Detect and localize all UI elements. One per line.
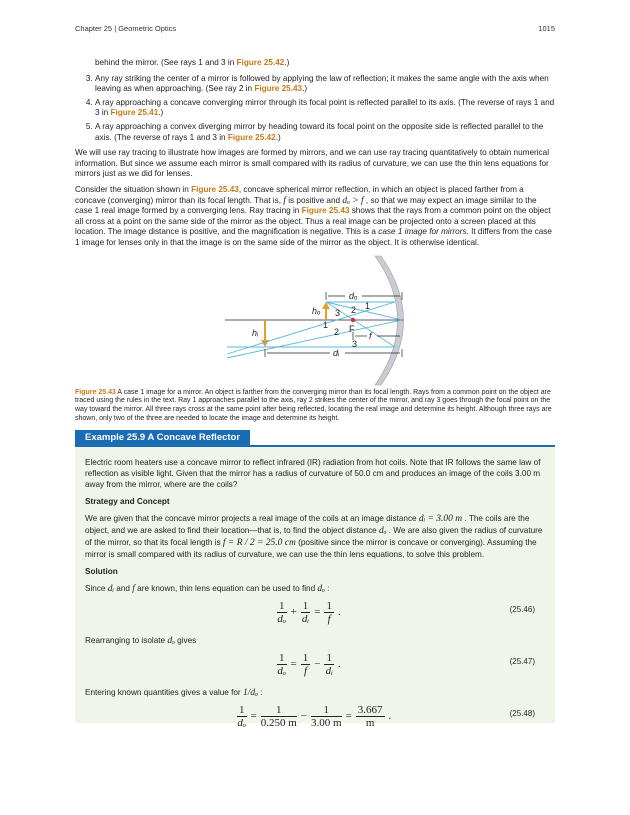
figure-link[interactable]: Figure 25.42 <box>227 132 276 142</box>
label-di: dᵢ <box>333 347 340 358</box>
label-ho: hₒ <box>312 305 321 316</box>
list-item: 5. A ray approaching a convex diverging mirror by heading toward its focal point on the opposite side is reflected parallel to the axis. (The reverse of rays 1 and 3 in Figure 25.42.) <box>95 122 555 143</box>
strategy-heading: Strategy and Concept <box>85 496 170 506</box>
figure-link[interactable]: Figure 25.41 <box>110 108 159 118</box>
figure-caption: Figure 25.43 A case 1 image for a mirror. An object is farther from the converging mirror than its focal length. Rays from a common point on the object are traced using the rules in the text. Ray 1 approaches parallel to the axis, ray 2 strikes the center of the mirror, and ray 3 goes through the focal point on the way toward the mirror. All three rays cross at the same point after being reflected, locating the real image and determine its height. Although three rays are shown, only two of the three are needed to locate the image and determine its height. <box>75 388 552 422</box>
example-header <box>75 430 555 447</box>
figure-25-43 <box>75 254 555 387</box>
label-ray-1b: 1 <box>323 319 329 330</box>
figure-link[interactable]: Figure 25.43 <box>301 206 350 216</box>
case-term: case 1 image for mirrors <box>378 227 467 237</box>
equation-number: (25.46) <box>509 604 535 614</box>
math-f: f <box>283 195 286 206</box>
equation-25-47: $\frac{1}{\text{dₒ}}$ = $\frac{1}{f}$ − $\frac{1}{\text{dᵢ}}$ . (25.47) <box>277 651 535 677</box>
equation-number: (25.47) <box>509 656 535 666</box>
example-title: Example 25.9 A Concave Reflector <box>75 430 250 445</box>
label-f: f <box>369 330 372 341</box>
diagram-labels <box>252 291 373 358</box>
example-problem: Electric room heaters use a concave mirror to reflect infrared (IR) radiation from hot coils. Note that IR follows the same law of reflection as visible light. Given that the mirror has a radius of curvature of 50.0 cm and produces an image of the coils 3.00 m away from the mirror, where are the coils? <box>85 457 541 489</box>
strategy-text: We are given that the concave mirror projects a real image of the coils at an image distance dᵢ = 3.00 m . The coils are the object, and we are asked to find their location—that is, to find the object distance dₒ . We are also given the radius of curvature of the mirror, so that its focal length is f = R / 2 = 25.0 cm (positive since the mirror is concave or converging). Assuming the mirror is small compared with its radius of curvature, we can use the thin lens equations, to solve this problem. <box>85 513 543 559</box>
equation-25-46: $\frac{1}{\text{dₒ}}$ + $\frac{1}{\text{dᵢ}}$ = $\frac{1}{f}$ . (25.46) <box>277 599 535 625</box>
chapter-title: Chapter 25 | Geometric Optics <box>75 24 177 33</box>
label-ray-2b: 2 <box>334 326 340 337</box>
figure-link[interactable]: Figure 25.43 <box>254 84 303 94</box>
solution-heading: Solution <box>85 566 118 576</box>
label-ray-3b: 3 <box>352 338 358 349</box>
label-hi: hᵢ <box>252 327 259 338</box>
label-ray-3: 3 <box>335 307 341 318</box>
ray-2-out <box>227 320 402 358</box>
main-content <box>75 58 555 729</box>
label-ray-2: 2 <box>351 304 357 315</box>
solution-step-1: Since dᵢ and f are known, thin lens equation can be used to find dₒ : <box>85 583 330 594</box>
solution-step-2: Rearranging to isolate dₒ gives <box>85 635 197 646</box>
solution-step-3: Entering known quantities gives a value for 1/dₒ : <box>85 687 263 698</box>
intro-paragraph: behind the mirror. (See rays 1 and 3 in Figure 25.42.) <box>95 58 290 67</box>
equation-25-48: $\frac{1}{\text{dₒ}}$ = $\frac{1}{0.250 m}$ − $\frac{1}{3.00 m}$ = $\frac{3.667}{m}$ . (25.48) <box>237 703 535 729</box>
figure-link[interactable]: Figure 25.42 <box>236 58 285 67</box>
figure-link[interactable]: Figure 25.43 <box>191 184 239 194</box>
caption-label: Figure 25.43 <box>75 388 116 396</box>
paragraph-case1: Consider the situation shown in Figure 25.43, concave spherical mirror reflection, in which an object is placed farther from a concave (converging) mirror than its focal length. That is, f is positive and dₒ > f , so that we may expect an image similar to the case 1 real image formed by a converging lens. Ray tracing in Figure 25.43 shows that the rays from a common point on the object all cross at a point on the same side of the mirror as the object. Thus a real image can be projected onto a screen placed at this location. The image distance is positive, and the magnification is negative. This is a case 1 image for mirrors. It differs from the case 1 image for lenses only in that the image is on the same side of the mirror as the object. It is otherwise identical. <box>75 184 552 247</box>
list-item: 3. Any ray striking the center of a mirror is followed by applying the law of reflection; it makes the same angle with the axis when leaving as when approaching. (See ray 2 in Figure 25.43.) <box>95 74 555 95</box>
list-item: 4. A ray approaching a concave converging mirror through its focal point is reflected parallel to its axis. (The reverse of rays 1 and 3 in Figure 25.41.) <box>95 98 555 119</box>
focal-point <box>351 317 355 321</box>
page-header <box>75 24 555 33</box>
label-do: dₒ <box>349 290 358 301</box>
paragraph-ray-tracing: We will use ray tracing to illustrate how images are formed by mirrors, and we can use ray tracing quantitatively to obtain numerical information. But since we assume each mirror is small compared with its radius of curvature, we can use the thin lens equations for mirrors just as we did for lenses. <box>75 148 550 179</box>
equation-number: (25.48) <box>509 708 535 718</box>
example-body <box>75 447 555 729</box>
label-F: F <box>349 323 355 334</box>
label-ray-1: 1 <box>365 300 371 311</box>
page-number: 1015 <box>538 24 555 33</box>
ray-diagram <box>75 254 555 387</box>
ray-rules-list <box>75 74 555 144</box>
math-inequality: dₒ > f <box>342 195 364 206</box>
